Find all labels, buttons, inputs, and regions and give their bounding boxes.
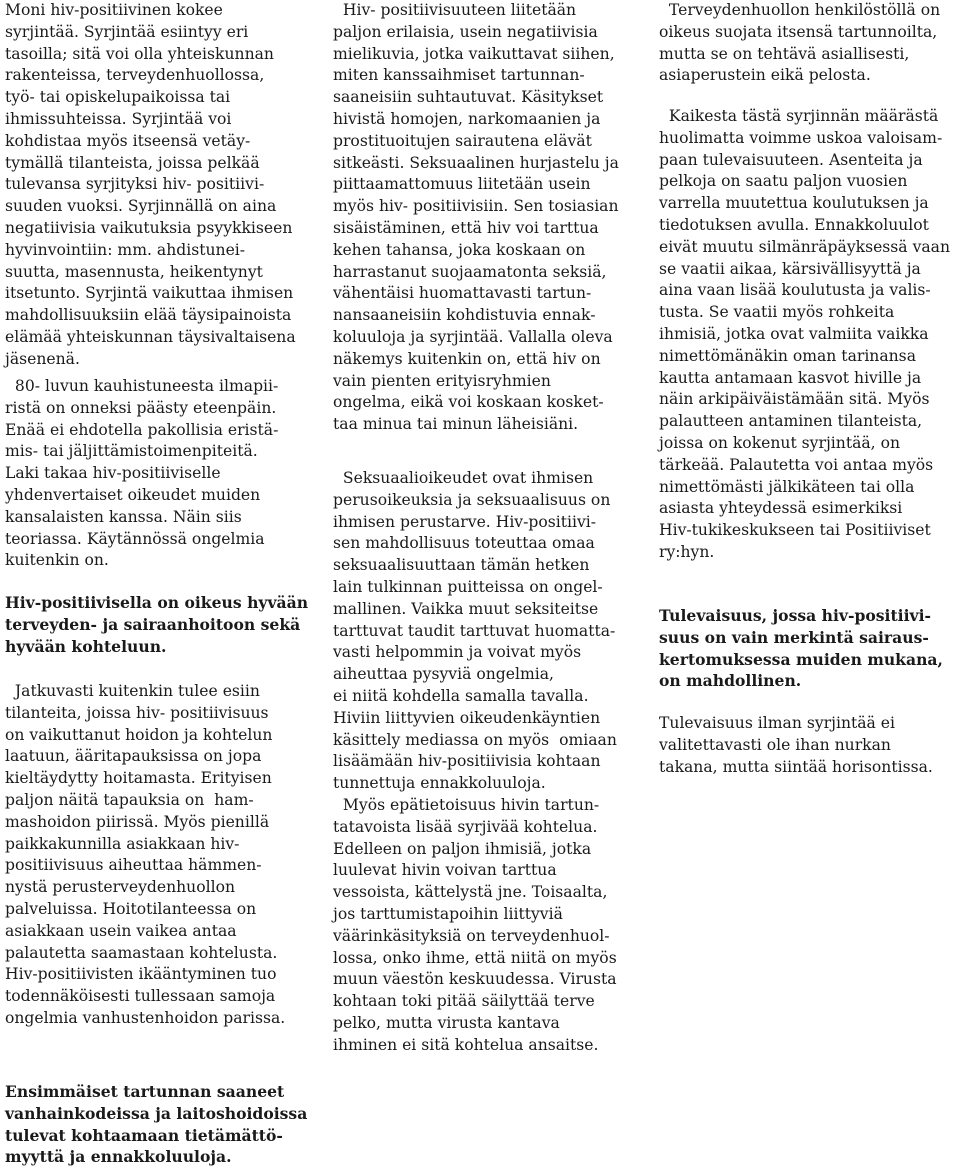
text-line: ristä on onneksi päästy eteenpäin. xyxy=(5,398,277,417)
text-line: lossa, onko ihme, että niitä on myös xyxy=(333,948,617,967)
text-line: kertomuksessa muiden mukana, xyxy=(659,649,943,669)
text-line: paljon erilaisia, usein negatiivisia xyxy=(333,22,598,41)
text-line: tulevat kohtaamaan tietämättö- xyxy=(5,1125,283,1145)
text-line: Terveydenhuollon henkilöstöllä on xyxy=(659,1,941,19)
text-line: jäsenenä. xyxy=(5,349,80,368)
text-line: terveyden- ja sairaanhoitoon sekä xyxy=(5,614,301,634)
text-line: koluuloja ja syrjintää. Vallalla oleva xyxy=(333,327,613,346)
text-line: kansalaisten kanssa. Näin siis xyxy=(5,507,242,526)
text-line: asiakkaan usein vaikea antaa xyxy=(5,921,237,940)
text-line: prostituoitujen sairautena elävät xyxy=(333,131,592,150)
text-line: rakenteissa, terveydenhuollossa, xyxy=(5,66,265,85)
text-line: seksuaalisuuttaan tämän hetken xyxy=(333,556,590,575)
text-line: paan tulevaisuuteen. Asenteita ja xyxy=(659,150,923,169)
text-line: vähentäisi huomattavasti tartun- xyxy=(333,284,592,303)
bold-heading-paragraph xyxy=(659,605,943,692)
text-line: ihmissuhteissa. Syrjintää voi xyxy=(5,109,232,128)
text-line: valitettavasti ole ihan nurkan xyxy=(659,735,891,754)
text-line: on vaikuttanut hoidon ja kohtelun xyxy=(5,725,273,744)
text-line: tusta. Se vaatii myös rohkeita xyxy=(659,303,895,322)
text-line: tarttuvat taudit tarttuvat huomatta- xyxy=(333,621,616,640)
text-line: kehen tahansa, joka koskaan on xyxy=(333,240,586,259)
text-line: Ensimmäiset tartunnan saaneet xyxy=(5,1082,285,1101)
text-line: näkemys kuitenkin on, että hiv on xyxy=(333,349,601,368)
text-line: sen mahdollisuus toteuttaa omaa xyxy=(333,534,595,553)
text-line: Tulevaisuus, jossa hiv-positiivi- xyxy=(659,606,931,625)
body-paragraph xyxy=(659,106,950,564)
text-line: suutta, masennusta, heikentynyt xyxy=(5,262,263,281)
text-line: takana, mutta siintää horisontissa. xyxy=(659,757,933,776)
bold-heading-paragraph xyxy=(5,1081,307,1168)
text-line: varrella muutettua koulutuksen ja xyxy=(659,194,929,213)
text-line: tilanteita, joissa hiv- positiivisuus xyxy=(5,703,269,722)
text-line: vanhainkodeissa ja laitoshoidoissa xyxy=(5,1103,308,1123)
text-line: harrastanut suojaamatonta seksiä, xyxy=(333,262,607,281)
text-line: ongelma, eikä voi koskaan kosket- xyxy=(333,393,604,412)
text-line: myös hiv- positiivisiin. Sen tosiasian xyxy=(333,197,619,216)
text-line: positiivisuus aiheuttaa hämmen- xyxy=(5,856,262,875)
body-paragraph xyxy=(5,681,285,1030)
text-line: vain pienten erityisryhmien xyxy=(333,371,551,390)
text-line: tiedotuksen avulla. Ennakkoluulot xyxy=(659,215,929,234)
text-line: on mahdollinen. xyxy=(659,671,802,691)
bold-heading-paragraph xyxy=(5,592,308,657)
text-line: negatiivisia vaikutuksia psyykkiseen xyxy=(5,218,293,237)
text-line: Enää ei ehdotella pakollisia eristä- xyxy=(5,420,279,439)
text-line: piittaamattomuus liitetään usein xyxy=(333,175,591,194)
text-line: palautteen antaminen tilanteista, xyxy=(659,412,923,431)
text-line: nansaaneisiin kohdistuvia ennak- xyxy=(333,306,596,325)
text-line: miten kanssaihmiset tartunnan- xyxy=(333,66,585,85)
text-line: itsetunto. Syrjintä vaikuttaa ihmisen xyxy=(5,284,294,303)
text-line: paljon näitä tapauksia on ham- xyxy=(5,790,254,809)
text-line: Tulevaisuus ilman syrjintää ei xyxy=(659,714,896,732)
text-line: ry:hyn. xyxy=(659,542,715,561)
text-line: sitkeästi. Seksuaalinen hurjastelu ja xyxy=(333,153,619,172)
text-line: mallinen. Vaikka muut seksiteitse xyxy=(333,599,599,618)
text-line: 80- luvun kauhistuneesta ilmapii- xyxy=(5,377,279,395)
text-line: jos tarttumistapoihin liittyviä xyxy=(333,904,563,923)
text-line: Kaikesta tästä syrjinnän määrästä xyxy=(659,107,939,125)
text-line: kuitenkin on. xyxy=(5,551,109,570)
text-line: oikeus suojata itsensä tartunnoilta, xyxy=(659,22,938,41)
text-line: Hiv-positiivisella on oikeus hyvään xyxy=(5,593,309,612)
text-line: sisäistäminen, että hiv voi tarttua xyxy=(333,218,599,237)
text-line: Hiv-tukikeskukseen tai Positiiviset xyxy=(659,521,931,540)
text-line: Hiv-positiivisten ikääntyminen tuo xyxy=(5,965,277,984)
text-line: myyttä ja ennakkoluuloja. xyxy=(5,1147,232,1167)
text-line: Jatkuvasti kuitenkin tulee esiin xyxy=(5,682,260,700)
text-line: ihmisen perustarve. Hiv-positiivi- xyxy=(333,512,597,531)
text-line: nystä perusterveydenhuollon xyxy=(5,878,236,897)
text-line: yhdenvertaiset oikeudet muiden xyxy=(5,485,261,504)
text-line: paikkakunnilla asiakkaan hiv- xyxy=(5,834,240,853)
text-line: Myös epätietoisuus hivin tartun- xyxy=(333,795,600,814)
text-line: aiheuttaa pysyviä ongelmia, xyxy=(333,665,554,684)
text-line: tasoilla; sitä voi olla yhteiskunnan xyxy=(5,44,274,63)
text-line: mielikuvia, jotka vaikuttavat siihen, xyxy=(333,44,615,63)
text-line: tatavoista lisää syrjivää kohtelua. xyxy=(333,817,598,836)
text-line: se vaatii aikaa, kärsivällisyyttä ja xyxy=(659,259,921,278)
text-line: aina vaan lisää koulutusta ja valis- xyxy=(659,281,931,300)
text-line: tärkeää. Palautetta voi antaa myös xyxy=(659,455,934,474)
text-line: työ- tai opiskelupaikoissa tai xyxy=(5,88,231,107)
text-line: väärinkäsityksiä on terveydenhuol- xyxy=(333,926,610,945)
text-line: perusoikeuksia ja seksuaalisuus on xyxy=(333,490,611,509)
text-line: kohdistaa myös itseensä vetäy- xyxy=(5,131,251,150)
text-line: elämää yhteiskunnan täysivaltaisena xyxy=(5,327,296,346)
text-line: Seksuaalioikeudet ovat ihmisen xyxy=(333,469,594,487)
body-paragraph xyxy=(5,376,278,572)
text-line: vasti helpommin ja voivat myös xyxy=(333,643,582,662)
text-line: ongelmia vanhustenhoidon parissa. xyxy=(5,1008,286,1027)
body-paragraph xyxy=(333,468,617,1057)
text-line: lain tulkinnan puitteissa on ongel- xyxy=(333,577,603,596)
text-line: laatuun, ääritapauksissa on jopa xyxy=(5,747,262,766)
text-line: pelko, mutta virusta kantava xyxy=(333,1013,560,1032)
text-line: kautta antamaan kasvot hiville ja xyxy=(659,368,922,387)
text-line: hyvinvointiin: mm. ahdistunei- xyxy=(5,240,246,259)
text-line: todennäköisesti tullessaan samoja xyxy=(5,987,276,1006)
text-line: taa minua tai minun läheisiäni. xyxy=(333,415,579,434)
text-line: pelkoja on saatu paljon vuosien xyxy=(659,172,908,191)
text-line: tymällä tilanteista, joissa pelkää xyxy=(5,153,260,172)
text-line: ihmisiä, jotka ovat valmiita vaikka xyxy=(659,324,929,343)
text-line: muun väestön keskuudessa. Virusta xyxy=(333,970,617,989)
text-line: luulevat hivin voivan tarttua xyxy=(333,861,557,880)
text-line: ihminen ei sitä kohtelua ansaitse. xyxy=(333,1035,599,1054)
text-line: joissa on kokenut syrjintää, on xyxy=(659,433,901,452)
text-line: Hiviin liittyvien oikeudenkäyntien xyxy=(333,708,601,727)
text-line: tulevansa syrjityksi hiv- positiivi- xyxy=(5,175,265,194)
text-line: ei niitä kohdella samalla tavalla. xyxy=(333,686,589,705)
text-line: hyvään kohteluun. xyxy=(5,636,167,656)
text-line: lisäämään hiv-positiivisia kohtaan xyxy=(333,752,601,771)
text-line: tunnettuja ennakkoluuloja. xyxy=(333,774,546,793)
text-line: Laki takaa hiv-positiiviselle xyxy=(5,464,221,483)
body-paragraph xyxy=(5,0,296,371)
text-line: kieltäydytty hoitamasta. Erityisen xyxy=(5,769,272,788)
text-line: asiasta yhteydessä esimerkiksi xyxy=(659,499,903,518)
text-line: mashoidon piirissä. Myös pienillä xyxy=(5,812,270,831)
text-line: vessoista, kättelystä jne. Toisaalta, xyxy=(333,883,608,902)
text-line: palautetta saamastaan kohtelusta. xyxy=(5,943,278,962)
text-line: kohtaan toki pitää säilyttää terve xyxy=(333,992,595,1011)
text-line: hivistä homojen, narkomaanien ja xyxy=(333,109,601,128)
body-paragraph xyxy=(333,0,619,436)
text-line: suus on vain merkintä sairaus- xyxy=(659,627,929,647)
text-line: palveluissa. Hoitotilanteessa on xyxy=(5,899,257,918)
text-line: mahdollisuuksiin elää täysipainoista xyxy=(5,306,292,325)
text-line: näin arkipäiväistämään sitä. Myös xyxy=(659,390,930,409)
text-line: syrjintää. Syrjintää esiintyy eri xyxy=(5,22,249,41)
text-line: asiaperustein eikä pelosta. xyxy=(659,66,871,85)
text-line: eivät muutu silmänräpäyksessä vaan xyxy=(659,237,951,256)
text-line: nimettömästi jälkikäteen tai olla xyxy=(659,477,915,496)
text-line: Moni hiv-positiivinen kokee xyxy=(5,1,223,19)
text-line: mis- tai jäljittämistoimenpiteitä. xyxy=(5,442,258,461)
text-line: Hiv- positiivisuuteen liitetään xyxy=(333,1,577,19)
text-line: nimettömänäkin oman tarinansa xyxy=(659,346,916,365)
text-line: suuden vuoksi. Syrjinnällä on aina xyxy=(5,197,277,216)
body-paragraph xyxy=(659,0,940,87)
body-paragraph xyxy=(659,713,933,778)
text-line: saaneisiin suhtautuvat. Käsitykset xyxy=(333,88,604,107)
text-line: Edelleen on paljon ihmisiä, jotka xyxy=(333,839,592,858)
text-line: teoriassa. Käytännössä ongelmia xyxy=(5,529,265,548)
text-line: käsittely mediassa on myös omiaan xyxy=(333,730,617,749)
text-line: huolimatta voimme uskoa valoisam- xyxy=(659,128,943,147)
text-line: mutta se on tehtävä asiallisesti, xyxy=(659,44,910,63)
